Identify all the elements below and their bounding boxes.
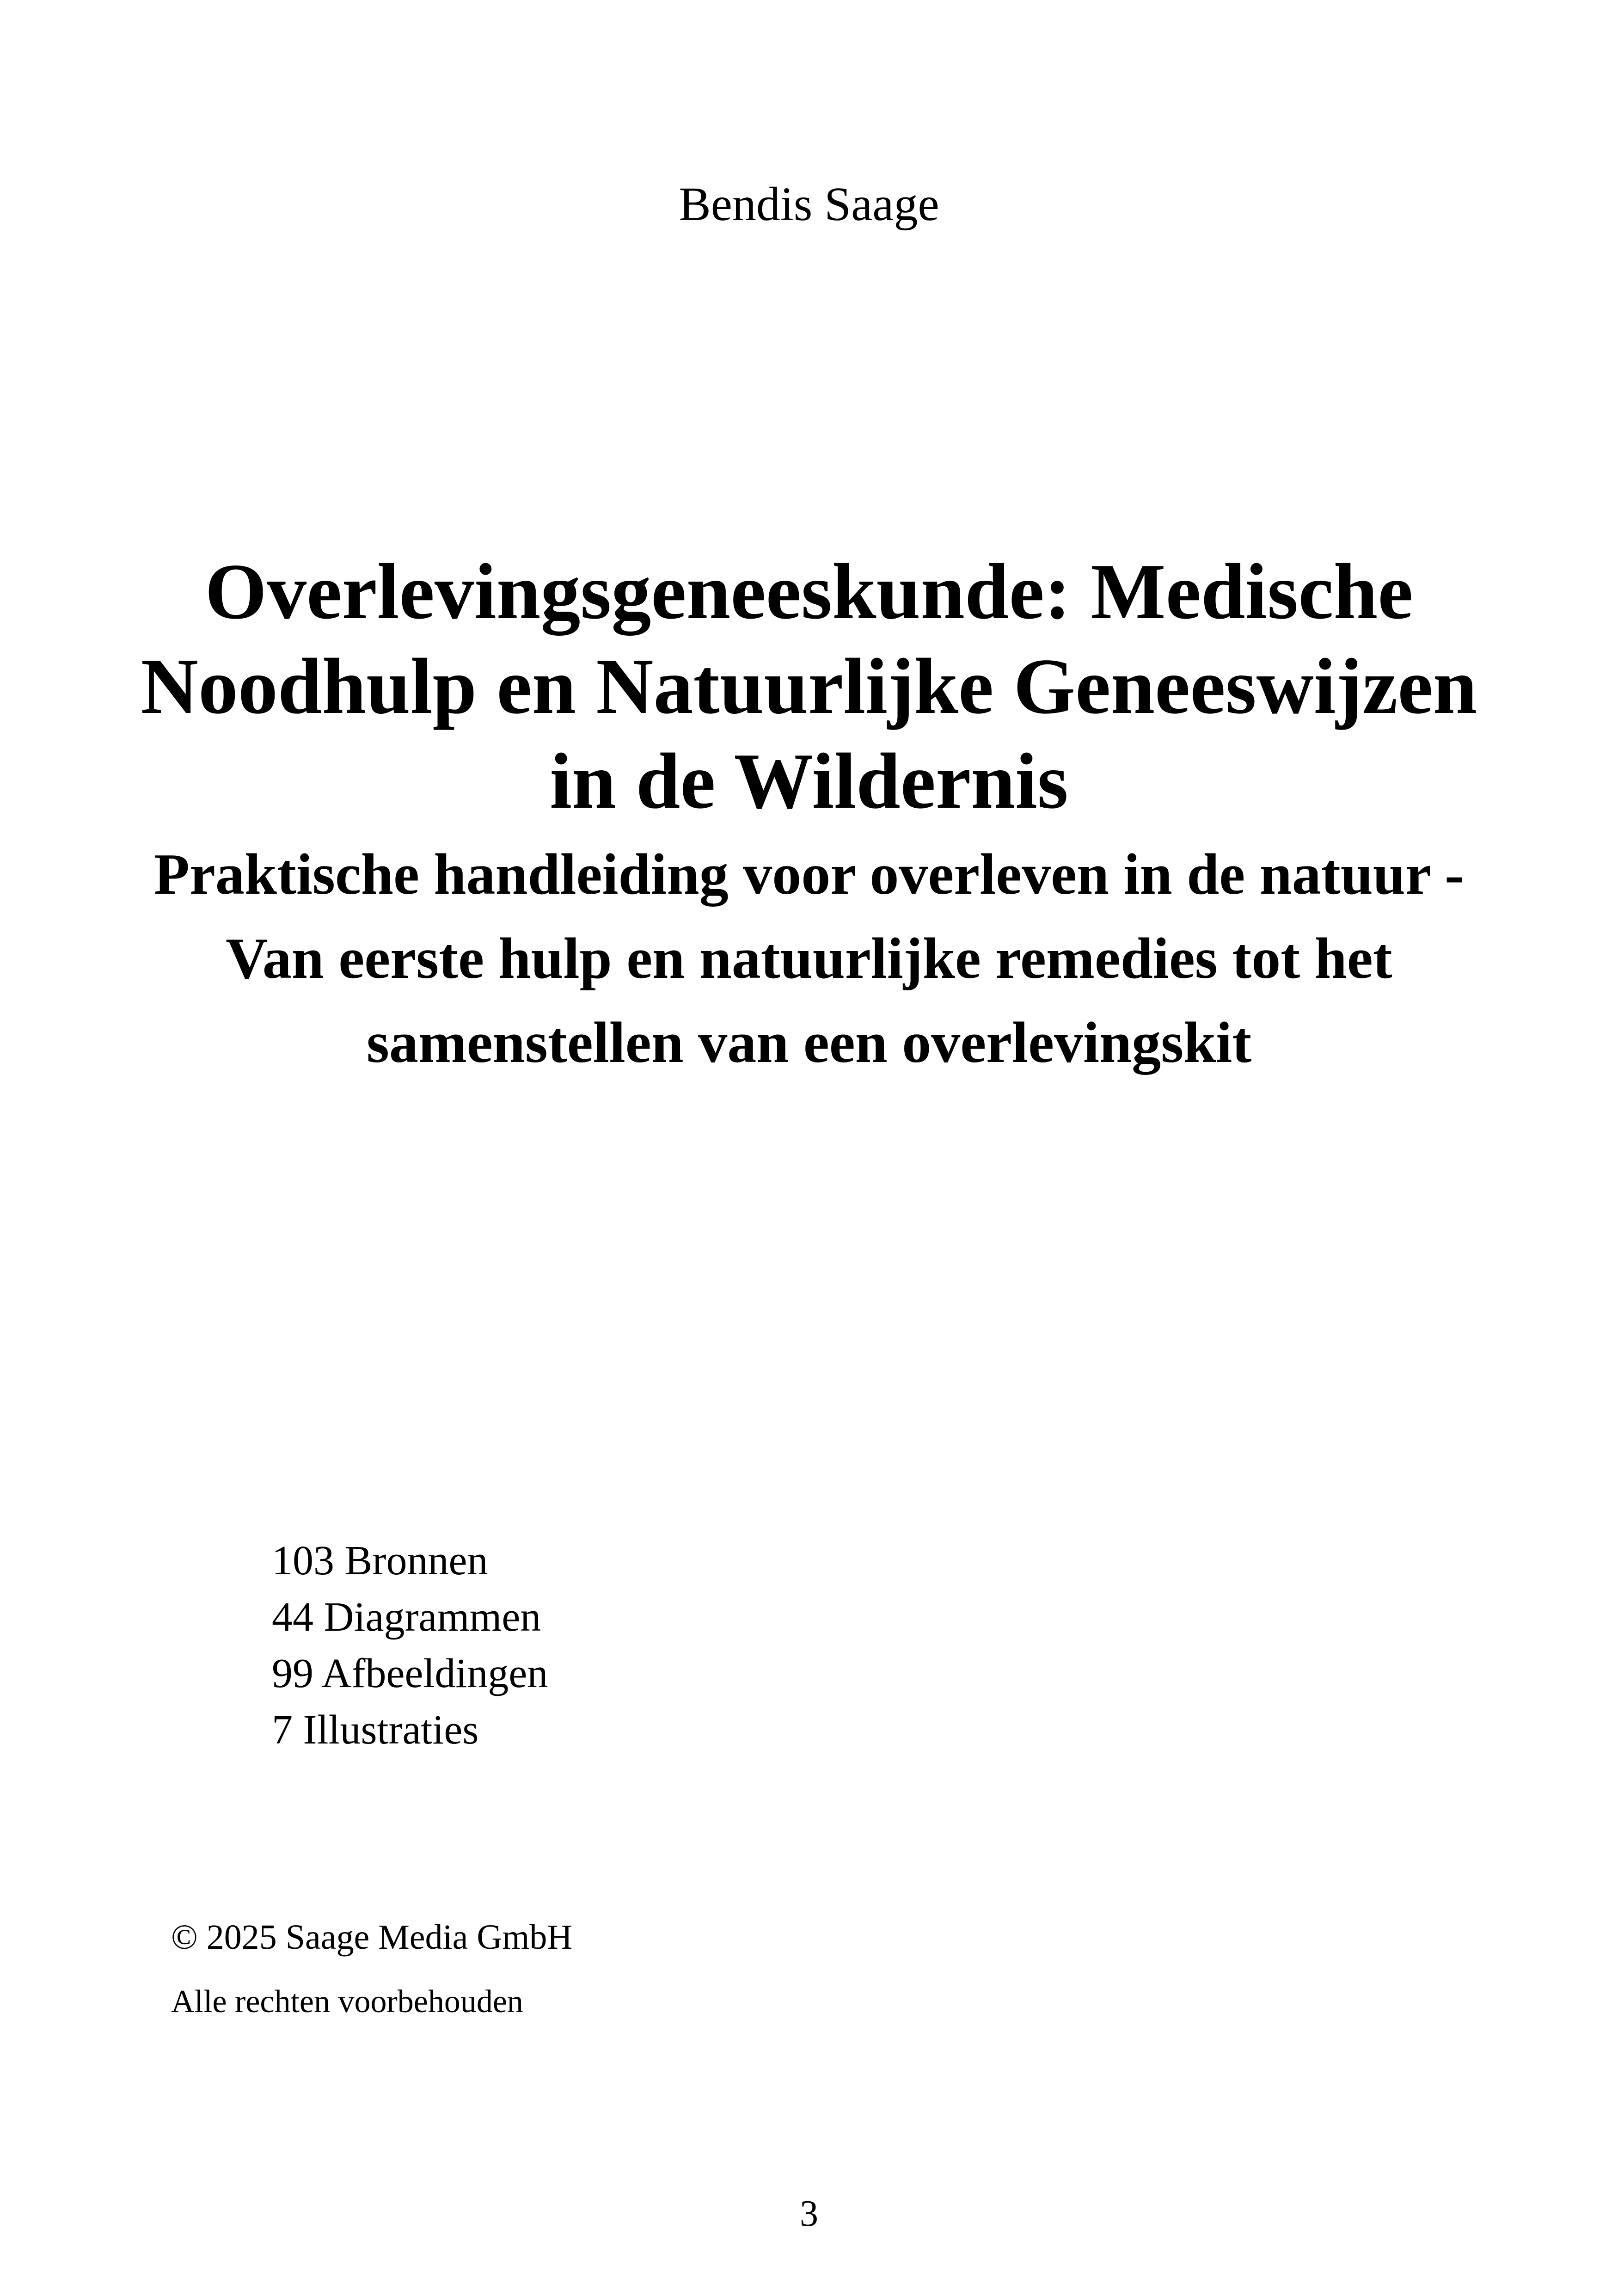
stat-sources: 103 Bronnen (272, 1538, 488, 1584)
author-name: Bendis Saage (679, 178, 939, 231)
content-stats (272, 1533, 548, 1758)
copyright-notice: © 2025 Saage Media GmbH (171, 1918, 573, 1957)
book-title: Overlevingsgeneeskunde: Medische Noodhulp en Natuurlijke Geneeswijzen in de Wildernis (141, 548, 1477, 825)
rights-reserved: Alle rechten voorbehouden (171, 1984, 523, 2020)
stat-illustrations: 7 Illustraties (272, 1707, 479, 1753)
book-subtitle: Praktische handleiding voor overleven in de natuur - Van eerste hulp en natuurlijke remedies tot het samenstellen van een overlevingskit (153, 842, 1464, 1075)
page-number: 3 (800, 2193, 818, 2234)
stat-images: 99 Afbeeldingen (272, 1651, 548, 1696)
stat-diagrams: 44 Diagrammen (272, 1594, 541, 1640)
title-block (139, 545, 1479, 1085)
